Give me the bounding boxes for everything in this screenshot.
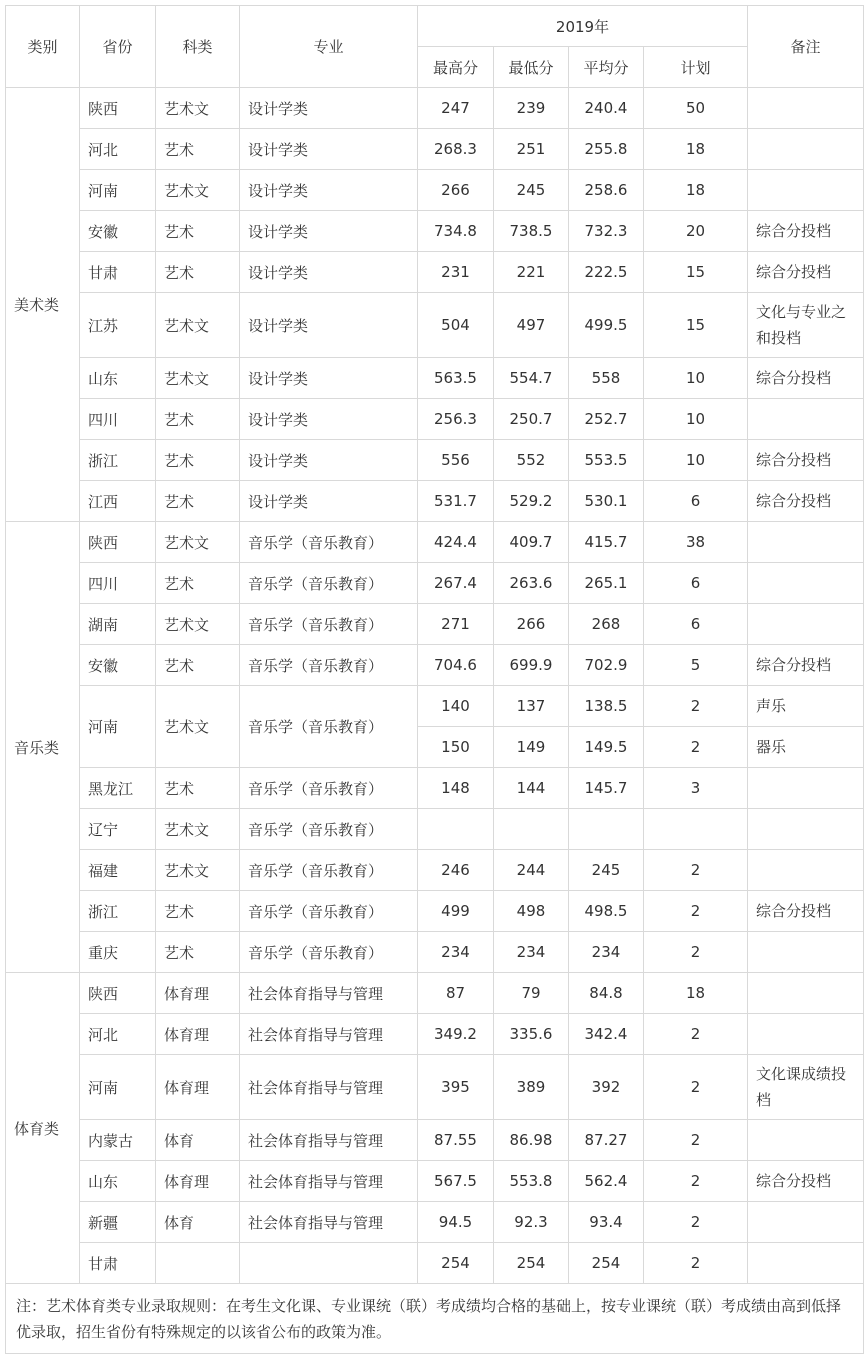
subject-type-cell: 体育理 xyxy=(156,1014,240,1055)
min-score-cell: 497 xyxy=(494,293,569,358)
header-category: 类别 xyxy=(6,6,80,88)
province-cell: 陕西 xyxy=(80,88,156,129)
avg-score-cell: 138.5 xyxy=(569,686,644,727)
major-cell: 音乐学（音乐教育） xyxy=(240,891,418,932)
table-body xyxy=(6,88,864,1284)
subject-type-cell: 体育 xyxy=(156,1120,240,1161)
major-cell: 音乐学（音乐教育） xyxy=(240,932,418,973)
plan-cell: 6 xyxy=(644,604,748,645)
header-max-score: 最高分 xyxy=(418,47,494,88)
table-row xyxy=(6,604,864,645)
province-cell: 浙江 xyxy=(80,891,156,932)
max-score-cell: 87 xyxy=(418,973,494,1014)
plan-cell: 2 xyxy=(644,850,748,891)
avg-score-cell: 265.1 xyxy=(569,563,644,604)
major-cell: 设计学类 xyxy=(240,399,418,440)
province-cell: 浙江 xyxy=(80,440,156,481)
remark-cell xyxy=(748,768,864,809)
province-cell: 湖南 xyxy=(80,604,156,645)
header-major: 专业 xyxy=(240,6,418,88)
table-row xyxy=(6,252,864,293)
category-cell: 美术类 xyxy=(6,88,80,522)
min-score-cell: 263.6 xyxy=(494,563,569,604)
max-score-cell: 563.5 xyxy=(418,358,494,399)
min-score-cell: 239 xyxy=(494,88,569,129)
subject-type-cell: 艺术 xyxy=(156,252,240,293)
subject-type-cell: 艺术文 xyxy=(156,170,240,211)
min-score-cell: 553.8 xyxy=(494,1161,569,1202)
remark-cell xyxy=(748,563,864,604)
min-score-cell: 250.7 xyxy=(494,399,569,440)
min-score-cell: 92.3 xyxy=(494,1202,569,1243)
remark-cell: 综合分投档 xyxy=(748,891,864,932)
remark-cell xyxy=(748,1243,864,1284)
remark-cell xyxy=(748,1120,864,1161)
remark-cell xyxy=(748,850,864,891)
major-cell: 音乐学（音乐教育） xyxy=(240,604,418,645)
plan-cell: 2 xyxy=(644,1243,748,1284)
max-score-cell: 395 xyxy=(418,1055,494,1120)
major-cell: 音乐学（音乐教育） xyxy=(240,850,418,891)
major-cell: 设计学类 xyxy=(240,252,418,293)
header-year: 2019年 xyxy=(418,6,748,47)
table-row xyxy=(6,768,864,809)
max-score-cell: 704.6 xyxy=(418,645,494,686)
remark-cell xyxy=(748,129,864,170)
max-score-cell: 531.7 xyxy=(418,481,494,522)
province-cell: 内蒙古 xyxy=(80,1120,156,1161)
max-score-cell: 256.3 xyxy=(418,399,494,440)
min-score-cell: 254 xyxy=(494,1243,569,1284)
category-cell: 体育类 xyxy=(6,973,80,1284)
footnote: 注：艺术体育类专业录取规则：在考生文化课、专业课统（联）考成绩均合格的基础上，按专业课统（联）考成绩由高到低择优录取，招生省份有特殊规定的以该省公布的政策为准。 xyxy=(6,1284,864,1354)
remark-cell xyxy=(748,88,864,129)
remark-cell: 综合分投档 xyxy=(748,252,864,293)
avg-score-cell: 415.7 xyxy=(569,522,644,563)
table-row xyxy=(6,129,864,170)
max-score-cell: 267.4 xyxy=(418,563,494,604)
max-score-cell: 140 xyxy=(418,686,494,727)
table-row xyxy=(6,88,864,129)
major-cell: 社会体育指导与管理 xyxy=(240,973,418,1014)
table-row xyxy=(6,293,864,358)
plan-cell: 2 xyxy=(644,1055,748,1120)
max-score-cell: 556 xyxy=(418,440,494,481)
remark-cell: 文化课成绩投档 xyxy=(748,1055,864,1120)
avg-score-cell: 93.4 xyxy=(569,1202,644,1243)
remark-cell xyxy=(748,809,864,850)
max-score-cell: 424.4 xyxy=(418,522,494,563)
min-score-cell: 335.6 xyxy=(494,1014,569,1055)
remark-cell xyxy=(748,522,864,563)
table-row xyxy=(6,850,864,891)
plan-cell: 18 xyxy=(644,973,748,1014)
province-cell: 河南 xyxy=(80,170,156,211)
min-score-cell: 86.98 xyxy=(494,1120,569,1161)
remark-cell: 综合分投档 xyxy=(748,211,864,252)
avg-score-cell: 84.8 xyxy=(569,973,644,1014)
max-score-cell: 234 xyxy=(418,932,494,973)
header-min-score: 最低分 xyxy=(494,47,569,88)
province-cell: 河北 xyxy=(80,1014,156,1055)
min-score-cell: 552 xyxy=(494,440,569,481)
province-cell: 黑龙江 xyxy=(80,768,156,809)
admission-table-container xyxy=(5,5,863,1354)
table-row xyxy=(6,932,864,973)
subject-type-cell: 艺术文 xyxy=(156,686,240,768)
remark-cell xyxy=(748,399,864,440)
min-score-cell: 409.7 xyxy=(494,522,569,563)
table-row xyxy=(6,973,864,1014)
max-score-cell: 266 xyxy=(418,170,494,211)
max-score-cell: 246 xyxy=(418,850,494,891)
plan-cell: 6 xyxy=(644,481,748,522)
admission-score-table xyxy=(5,5,864,1354)
avg-score-cell: 234 xyxy=(569,932,644,973)
table-row xyxy=(6,1202,864,1243)
max-score-cell: 150 xyxy=(418,727,494,768)
remark-cell xyxy=(748,604,864,645)
remark-cell xyxy=(748,932,864,973)
subject-type-cell: 艺术 xyxy=(156,563,240,604)
table-row xyxy=(6,1055,864,1120)
table-header xyxy=(6,6,864,88)
remark-cell: 声乐 xyxy=(748,686,864,727)
province-cell: 安徽 xyxy=(80,211,156,252)
plan-cell: 2 xyxy=(644,1161,748,1202)
avg-score-cell: 562.4 xyxy=(569,1161,644,1202)
min-score-cell: 245 xyxy=(494,170,569,211)
subject-type-cell: 艺术 xyxy=(156,891,240,932)
major-cell: 音乐学（音乐教育） xyxy=(240,768,418,809)
table-row xyxy=(6,563,864,604)
min-score-cell: 79 xyxy=(494,973,569,1014)
avg-score-cell: 268 xyxy=(569,604,644,645)
min-score-cell: 144 xyxy=(494,768,569,809)
major-cell: 设计学类 xyxy=(240,129,418,170)
avg-score-cell: 499.5 xyxy=(569,293,644,358)
header-remark: 备注 xyxy=(748,6,864,88)
major-cell: 设计学类 xyxy=(240,170,418,211)
province-cell: 陕西 xyxy=(80,522,156,563)
subject-type-cell: 体育理 xyxy=(156,1055,240,1120)
table-row xyxy=(6,891,864,932)
subject-type-cell: 艺术文 xyxy=(156,358,240,399)
plan-cell: 18 xyxy=(644,170,748,211)
max-score-cell: 271 xyxy=(418,604,494,645)
plan-cell: 18 xyxy=(644,129,748,170)
plan-cell: 2 xyxy=(644,1120,748,1161)
max-score-cell: 231 xyxy=(418,252,494,293)
major-cell: 音乐学（音乐教育） xyxy=(240,645,418,686)
min-score-cell: 221 xyxy=(494,252,569,293)
table-row xyxy=(6,211,864,252)
plan-cell: 15 xyxy=(644,252,748,293)
plan-cell: 3 xyxy=(644,768,748,809)
avg-score-cell: 553.5 xyxy=(569,440,644,481)
remark-cell xyxy=(748,1014,864,1055)
avg-score-cell: 392 xyxy=(569,1055,644,1120)
header-plan: 计划 xyxy=(644,47,748,88)
plan-cell: 10 xyxy=(644,440,748,481)
avg-score-cell: 222.5 xyxy=(569,252,644,293)
subject-type-cell: 艺术 xyxy=(156,399,240,440)
avg-score-cell: 558 xyxy=(569,358,644,399)
plan-cell: 6 xyxy=(644,563,748,604)
max-score-cell: 504 xyxy=(418,293,494,358)
min-score-cell: 244 xyxy=(494,850,569,891)
subject-type-cell: 艺术文 xyxy=(156,604,240,645)
remark-cell xyxy=(748,170,864,211)
table-row xyxy=(6,1243,864,1284)
min-score-cell: 699.9 xyxy=(494,645,569,686)
province-cell: 福建 xyxy=(80,850,156,891)
plan-cell: 20 xyxy=(644,211,748,252)
remark-cell: 综合分投档 xyxy=(748,358,864,399)
min-score-cell: 266 xyxy=(494,604,569,645)
max-score-cell: 734.8 xyxy=(418,211,494,252)
remark-cell xyxy=(748,973,864,1014)
min-score-cell: 137 xyxy=(494,686,569,727)
subject-type-cell: 艺术 xyxy=(156,645,240,686)
major-cell: 社会体育指导与管理 xyxy=(240,1161,418,1202)
major-cell: 设计学类 xyxy=(240,211,418,252)
subject-type-cell: 艺术 xyxy=(156,440,240,481)
max-score-cell: 499 xyxy=(418,891,494,932)
avg-score-cell xyxy=(569,809,644,850)
table-row xyxy=(6,1014,864,1055)
subject-type-cell: 艺术文 xyxy=(156,850,240,891)
major-cell: 音乐学（音乐教育） xyxy=(240,686,418,768)
plan-cell: 2 xyxy=(644,1202,748,1243)
subject-type-cell: 艺术 xyxy=(156,481,240,522)
plan-cell: 10 xyxy=(644,399,748,440)
max-score-cell: 247 xyxy=(418,88,494,129)
min-score-cell: 529.2 xyxy=(494,481,569,522)
subject-type-cell: 艺术文 xyxy=(156,293,240,358)
major-cell: 音乐学（音乐教育） xyxy=(240,809,418,850)
province-cell: 重庆 xyxy=(80,932,156,973)
max-score-cell: 567.5 xyxy=(418,1161,494,1202)
major-cell: 设计学类 xyxy=(240,293,418,358)
subject-type-cell: 体育理 xyxy=(156,1161,240,1202)
province-cell: 陕西 xyxy=(80,973,156,1014)
plan-cell: 50 xyxy=(644,88,748,129)
avg-score-cell: 530.1 xyxy=(569,481,644,522)
avg-score-cell: 342.4 xyxy=(569,1014,644,1055)
province-cell: 四川 xyxy=(80,399,156,440)
remark-cell: 综合分投档 xyxy=(748,440,864,481)
max-score-cell: 254 xyxy=(418,1243,494,1284)
avg-score-cell: 498.5 xyxy=(569,891,644,932)
remark-cell: 综合分投档 xyxy=(748,1161,864,1202)
header-avg-score: 平均分 xyxy=(569,47,644,88)
province-cell: 江苏 xyxy=(80,293,156,358)
plan-cell: 38 xyxy=(644,522,748,563)
table-row xyxy=(6,358,864,399)
province-cell: 四川 xyxy=(80,563,156,604)
table-row xyxy=(6,686,864,727)
min-score-cell: 234 xyxy=(494,932,569,973)
table-row xyxy=(6,645,864,686)
remark-cell: 文化与专业之和投档 xyxy=(748,293,864,358)
min-score-cell: 554.7 xyxy=(494,358,569,399)
plan-cell: 2 xyxy=(644,727,748,768)
subject-type-cell: 体育 xyxy=(156,1202,240,1243)
remark-cell: 综合分投档 xyxy=(748,645,864,686)
major-cell: 社会体育指导与管理 xyxy=(240,1202,418,1243)
subject-type-cell: 艺术文 xyxy=(156,88,240,129)
avg-score-cell: 252.7 xyxy=(569,399,644,440)
table-row xyxy=(6,399,864,440)
table-row xyxy=(6,522,864,563)
avg-score-cell: 145.7 xyxy=(569,768,644,809)
min-score-cell xyxy=(494,809,569,850)
table-row xyxy=(6,481,864,522)
header-province: 省份 xyxy=(80,6,156,88)
subject-type-cell: 艺术 xyxy=(156,932,240,973)
plan-cell: 2 xyxy=(644,891,748,932)
avg-score-cell: 732.3 xyxy=(569,211,644,252)
avg-score-cell: 240.4 xyxy=(569,88,644,129)
avg-score-cell: 245 xyxy=(569,850,644,891)
plan-cell: 10 xyxy=(644,358,748,399)
major-cell: 设计学类 xyxy=(240,481,418,522)
min-score-cell: 149 xyxy=(494,727,569,768)
category-cell: 音乐类 xyxy=(6,522,80,973)
major-cell xyxy=(240,1243,418,1284)
plan-cell: 15 xyxy=(644,293,748,358)
major-cell: 设计学类 xyxy=(240,358,418,399)
remark-cell xyxy=(748,1202,864,1243)
major-cell: 社会体育指导与管理 xyxy=(240,1055,418,1120)
plan-cell xyxy=(644,809,748,850)
major-cell: 设计学类 xyxy=(240,440,418,481)
table-row xyxy=(6,1120,864,1161)
subject-type-cell: 艺术 xyxy=(156,768,240,809)
avg-score-cell: 702.9 xyxy=(569,645,644,686)
avg-score-cell: 254 xyxy=(569,1243,644,1284)
table-row xyxy=(6,1161,864,1202)
max-score-cell: 94.5 xyxy=(418,1202,494,1243)
avg-score-cell: 87.27 xyxy=(569,1120,644,1161)
max-score-cell xyxy=(418,809,494,850)
max-score-cell: 148 xyxy=(418,768,494,809)
province-cell: 新疆 xyxy=(80,1202,156,1243)
avg-score-cell: 258.6 xyxy=(569,170,644,211)
province-cell: 甘肃 xyxy=(80,252,156,293)
subject-type-cell xyxy=(156,1243,240,1284)
max-score-cell: 349.2 xyxy=(418,1014,494,1055)
min-score-cell: 498 xyxy=(494,891,569,932)
max-score-cell: 268.3 xyxy=(418,129,494,170)
province-cell: 江西 xyxy=(80,481,156,522)
min-score-cell: 389 xyxy=(494,1055,569,1120)
min-score-cell: 738.5 xyxy=(494,211,569,252)
subject-type-cell: 艺术 xyxy=(156,129,240,170)
header-subject-type: 科类 xyxy=(156,6,240,88)
province-cell: 甘肃 xyxy=(80,1243,156,1284)
remark-cell: 器乐 xyxy=(748,727,864,768)
table-row xyxy=(6,170,864,211)
major-cell: 社会体育指导与管理 xyxy=(240,1120,418,1161)
province-cell: 河南 xyxy=(80,1055,156,1120)
province-cell: 山东 xyxy=(80,1161,156,1202)
subject-type-cell: 体育理 xyxy=(156,973,240,1014)
major-cell: 设计学类 xyxy=(240,88,418,129)
plan-cell: 5 xyxy=(644,645,748,686)
major-cell: 社会体育指导与管理 xyxy=(240,1014,418,1055)
province-cell: 河北 xyxy=(80,129,156,170)
avg-score-cell: 255.8 xyxy=(569,129,644,170)
subject-type-cell: 艺术文 xyxy=(156,809,240,850)
table-row xyxy=(6,440,864,481)
province-cell: 辽宁 xyxy=(80,809,156,850)
remark-cell: 综合分投档 xyxy=(748,481,864,522)
plan-cell: 2 xyxy=(644,686,748,727)
table-row xyxy=(6,809,864,850)
subject-type-cell: 艺术文 xyxy=(156,522,240,563)
province-cell: 河南 xyxy=(80,686,156,768)
plan-cell: 2 xyxy=(644,1014,748,1055)
avg-score-cell: 149.5 xyxy=(569,727,644,768)
max-score-cell: 87.55 xyxy=(418,1120,494,1161)
province-cell: 山东 xyxy=(80,358,156,399)
major-cell: 音乐学（音乐教育） xyxy=(240,522,418,563)
subject-type-cell: 艺术 xyxy=(156,211,240,252)
province-cell: 安徽 xyxy=(80,645,156,686)
major-cell: 音乐学（音乐教育） xyxy=(240,563,418,604)
plan-cell: 2 xyxy=(644,932,748,973)
min-score-cell: 251 xyxy=(494,129,569,170)
